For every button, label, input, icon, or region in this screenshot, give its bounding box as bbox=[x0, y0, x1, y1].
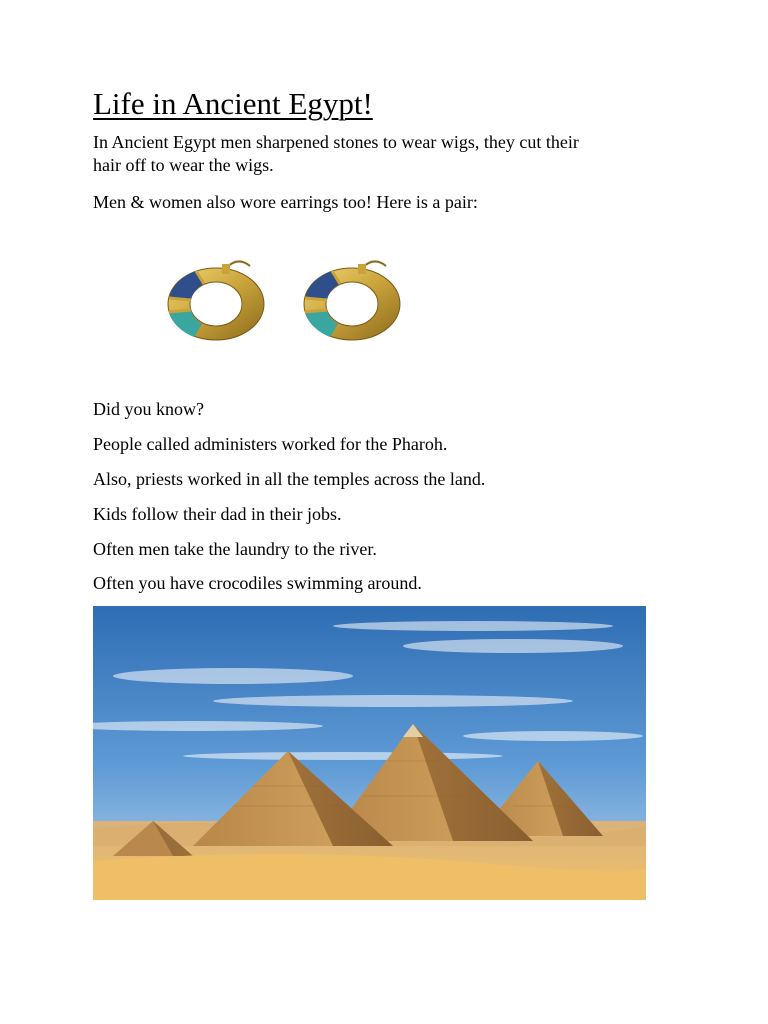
paragraph-priests: Also, priests worked in all the temples across the land. bbox=[93, 469, 486, 489]
earring-right bbox=[304, 261, 400, 340]
paragraph-kids: Kids follow their dad in their jobs. bbox=[93, 504, 342, 524]
paragraph-did-you-know: Did you know? bbox=[93, 399, 204, 419]
paragraph-wigs-line1: In Ancient Egypt men sharpened stones to wear wigs, they cut their bbox=[93, 132, 579, 152]
pyramids-photo bbox=[93, 606, 646, 900]
earring-left bbox=[168, 261, 264, 340]
paragraph-earrings: Men & women also wore earrings too! Here is a pair: bbox=[93, 192, 478, 212]
paragraph-laundry: Often men take the laundry to the river. bbox=[93, 539, 377, 559]
earrings-image bbox=[160, 258, 420, 348]
paragraph-crocodiles: Often you have crocodiles swimming around. bbox=[93, 573, 422, 593]
page-title: Life in Ancient Egypt! bbox=[93, 86, 373, 121]
paragraph-wigs-line2: hair off to wear the wigs. bbox=[93, 155, 274, 175]
paragraph-administers: People called administers worked for the Pharoh. bbox=[93, 434, 448, 454]
